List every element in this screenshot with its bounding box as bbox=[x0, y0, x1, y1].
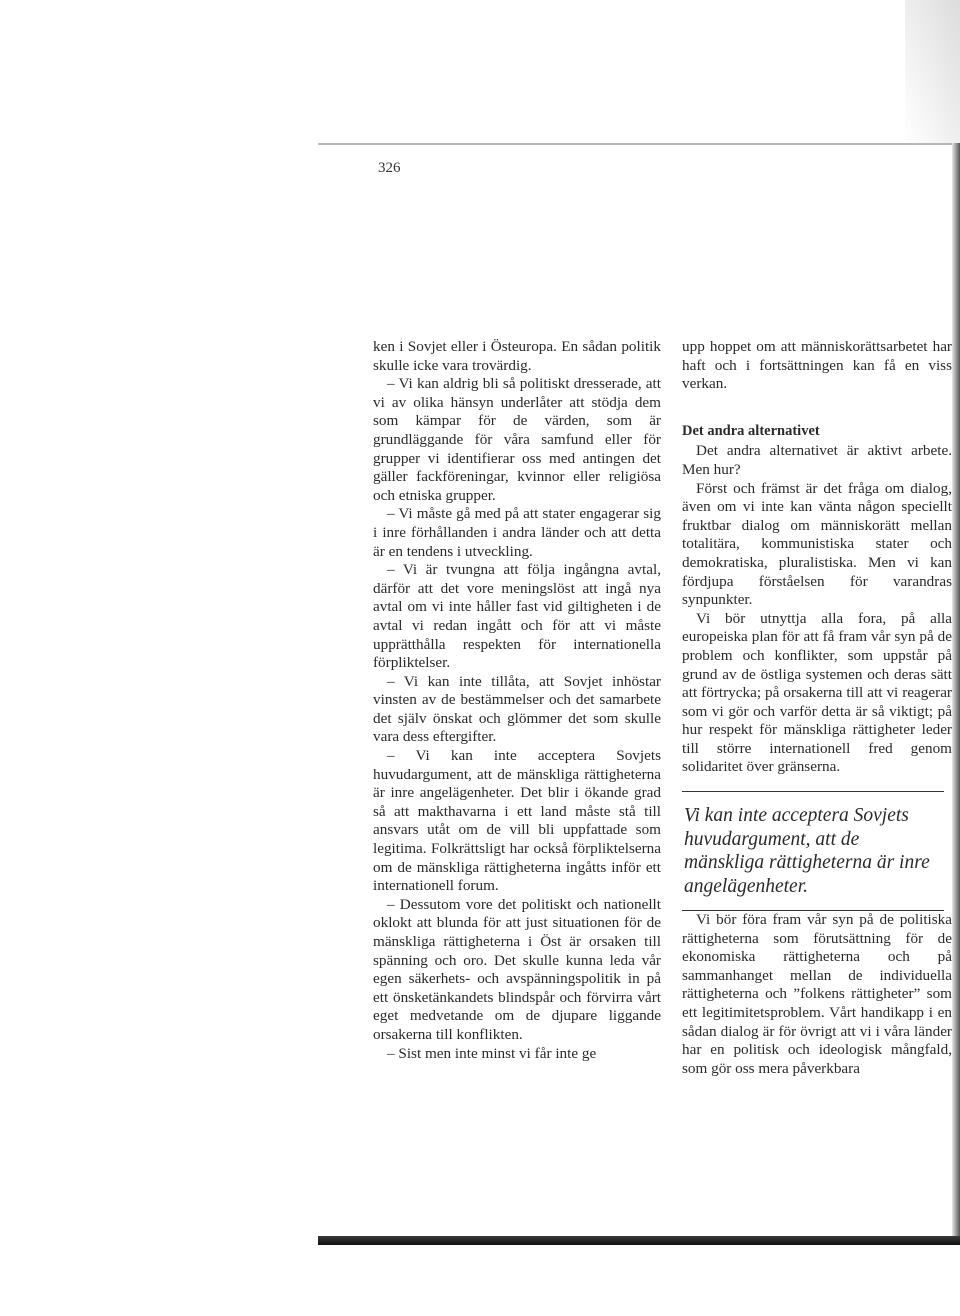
paragraph: – Vi kan inte tillåta, att Sovjet inhöstar vinsten av de bestämmelser och det samarbete det själv önskat och glömmer det som skulle vara dess eftergifter. bbox=[373, 672, 661, 746]
page-bottom-edge bbox=[318, 1236, 960, 1245]
paragraph: – Vi kan inte acceptera Sovjets huvudargument, att de mänskliga rättigheterna är inre angelägenheter. Det blir i ökande grad så att makthavarna i ett land måste stå till ansvars utåt om de vill bli uppfattade som legitima. Folkrättsligt har också förpliktelserna om de mänskliga rättigheterna ingåtts inför ett internationell forum. bbox=[373, 747, 661, 895]
paragraph: – Vi måste gå med på att stater engagerar sig i inre förhållanden i andra länder och att detta är en tendens i utveckling. bbox=[373, 505, 661, 560]
pull-quote bbox=[682, 791, 944, 911]
paragraph: Det andra alternativet är aktivt arbete. Men hur? bbox=[682, 442, 952, 478]
paragraph: – Dessutom vore det politiskt och nationellt oklokt att blunda för att just situationen för de mänskliga rättigheterna i Öst är orsaken till spänning och oro. Det skulle kunna leda vår egen säkerhets- och avspänningspolitik in på ett önsketänkandets blindspår och förvirra vårt eget medvetande om de djupare liggande orsakerna till konflikten. bbox=[373, 895, 661, 1043]
paragraph: Vi bör föra fram vår syn på de politiska rättigheterna som förutsättning för de ekonomiska rättigheterna och på sammanhanget mellan de individuella rättigheterna och ”folkens rättigheter” som ett legitimitetsproblem. Vårt handikapp i en sådan dialog är för övrigt att vi i våra länder har en politisk och ideologisk mångfald, som gör oss mera påverkbara bbox=[682, 911, 952, 1077]
page-corner-shadow bbox=[905, 0, 960, 143]
paragraph: – Sist men inte minst vi får inte ge bbox=[387, 1044, 597, 1062]
right-text-column bbox=[682, 338, 952, 1078]
section-heading: Det andra alternativet bbox=[682, 422, 820, 439]
paragraph: upp hoppet om att människorättsarbetet har haft och i fortsättningen kan få en viss verkan. bbox=[682, 338, 952, 393]
left-text-column bbox=[373, 338, 661, 1063]
paragraph: – Vi kan aldrig bli så politiskt dresserade, att vi av olika hänsyn underlåter att stödja dem som kämpar för de värden, som är grundläggande för våra samfund eller för grupper vi identifierar oss med antingen det gäller fackföreningar, kvinnor eller religiösa och etniska grupper. bbox=[373, 375, 661, 504]
paragraph: Först och främst är det fråga om dialog, även om vi inte kan vänta någon speciellt fruktbar dialog om människorätt mellan totalitära, kommunistiska stater och demokratiska, pluralistiska. Men vi kan fördjupa förståelsen för varandras synpunkter. bbox=[682, 479, 952, 609]
page-right-edge-shadow bbox=[952, 143, 960, 1243]
page-top-edge bbox=[318, 143, 960, 145]
paragraph: – Vi är tvungna att följa ingångna avtal, därför att det vore meningslöst att ingå nya avtal om vi inte håller fast vid giltigheten i de avtal vi redan ingått och för att vi måste upprätthålla respekten för internationella förpliktelser. bbox=[373, 561, 661, 672]
pull-quote-text: Vi kan inte acceptera Sovjets huvudargument, att de mänskliga rättigheterna är inre angelägenheter. bbox=[684, 805, 930, 897]
paragraph: ken i Sovjet eller i Östeuropa. En sådan politik skulle icke vara trovärdig. bbox=[373, 338, 661, 374]
page-number: 326 bbox=[378, 160, 401, 176]
paragraph: Vi bör utnyttja alla fora, på alla europeiska plan för att få fram vår syn på de problem och konflikter, som uppstår på grund av de östliga systemen och deras sätt att förtrycka; på orsakerna till att vi reagerar som vi gör och varför detta är så viktigt; på hur respekt för mänskliga rättigheter leder till större internationell fred genom solidaritet över gränserna. bbox=[682, 609, 952, 776]
